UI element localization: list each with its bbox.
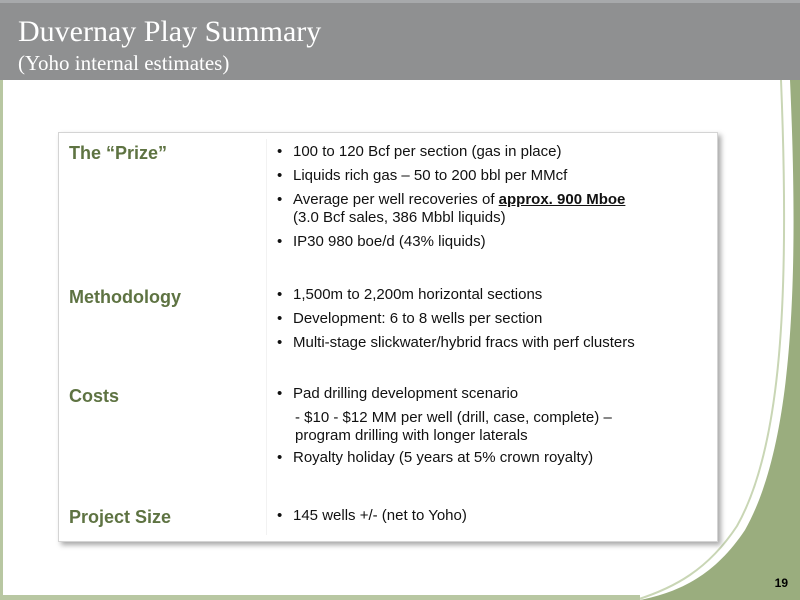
- page-number: 19: [774, 576, 788, 590]
- bottom-edge-bar: [0, 595, 640, 600]
- bullet-icon: •: [277, 449, 283, 466]
- bullet-text: Average per well recoveries of: [293, 191, 499, 208]
- bullet-icon: •: [277, 191, 283, 208]
- bullet-text: Royalty holiday (5 years at 5% crown royalty): [293, 449, 594, 466]
- bullet-icon: •: [277, 286, 283, 303]
- sub-bullet-continuation: program drilling with longer laterals: [295, 427, 528, 444]
- list-item: [277, 167, 625, 185]
- list-item: [277, 191, 625, 227]
- sub-bullet-text: - $10 - $12 MM per well (drill, case, complete) –: [295, 409, 612, 426]
- slide-subtitle: (Yoho internal estimates): [18, 51, 230, 75]
- bullet-text: Liquids rich gas – 50 to 200 bbl per MMcf: [293, 167, 568, 184]
- list-item: [277, 310, 635, 328]
- methodology-bullet-list: [277, 286, 635, 358]
- slide-title: Duvernay Play Summary: [18, 15, 322, 48]
- row-label-project-size: Project Size: [69, 507, 172, 527]
- bullet-icon: •: [277, 143, 283, 160]
- bullet-text: Development: 6 to 8 wells per section: [293, 310, 543, 327]
- bullet-text: 1,500m to 2,200m horizontal sections: [293, 286, 543, 303]
- project-size-bullet-list: [277, 507, 467, 531]
- bullet-icon: •: [277, 233, 283, 250]
- left-edge-bar: [0, 80, 3, 600]
- bullet-text: Pad drilling development scenario: [293, 385, 519, 402]
- emphasis-text: approx. 900 Mboe: [498, 191, 626, 208]
- list-item: [277, 143, 625, 161]
- column-divider: [266, 139, 267, 535]
- row-label-prize: The “Prize”: [69, 143, 168, 163]
- list-item: [277, 233, 625, 251]
- row-label-methodology: Methodology: [69, 287, 181, 307]
- bullet-icon: •: [277, 385, 283, 402]
- bullet-icon: •: [277, 310, 283, 327]
- bullet-text: Multi-stage slickwater/hybrid fracs with perf clusters: [293, 334, 635, 351]
- list-item: [277, 334, 635, 352]
- bullet-icon: •: [277, 507, 283, 524]
- list-item: [277, 385, 612, 403]
- list-item: [277, 507, 467, 525]
- bullet-icon: •: [277, 167, 283, 184]
- list-item: [277, 286, 635, 304]
- bullet-icon: •: [277, 334, 283, 351]
- bullet-text: 145 wells +/- (net to Yoho): [293, 507, 467, 524]
- bullet-continuation: (3.0 Bcf sales, 386 Mbbl liquids): [293, 209, 506, 226]
- bullet-text: 100 to 120 Bcf per section (gas in place): [293, 143, 562, 160]
- sub-list-item: [277, 409, 612, 445]
- list-item: [277, 449, 612, 467]
- prize-bullet-list: [277, 143, 625, 257]
- row-label-costs: Costs: [69, 386, 120, 406]
- content-panel: [58, 132, 718, 542]
- costs-bullet-list: [277, 385, 612, 473]
- bullet-text: IP30 980 boe/d (43% liquids): [293, 233, 486, 250]
